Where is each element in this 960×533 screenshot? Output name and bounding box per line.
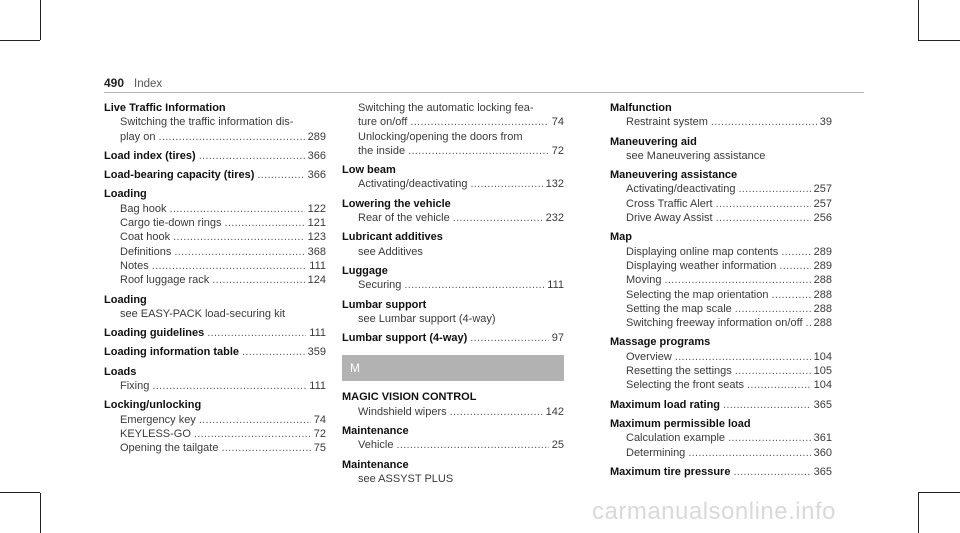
page-reference[interactable]: 97 [551,332,564,345]
page-reference[interactable]: 74 [551,116,564,129]
index-subentry [342,101,564,115]
subentry-text: Activating/deactivating [358,178,468,191]
page-header [104,76,162,90]
index-entry [342,264,564,293]
index-subentry[interactable] [104,245,326,259]
page-title: Index [134,78,163,90]
index-term: Maximum load rating [610,398,721,411]
index-entry [104,326,326,340]
leader-dots [408,144,549,158]
page-reference[interactable]: 25 [551,439,564,452]
page-reference[interactable]: 39 [819,116,832,129]
index-term: Map [610,231,632,244]
index-subentry [342,245,564,259]
page-reference[interactable]: 111 [309,327,326,340]
index-entry-heading [104,187,326,201]
page-reference[interactable]: 366 [307,169,326,182]
subentry-text: see Maneuvering assistance [626,149,766,162]
watermark: carmanualsonline.info [592,498,836,525]
page-reference[interactable]: 232 [545,212,564,225]
index-subentry[interactable] [342,177,564,191]
index-term: Maximum tire pressure [610,465,731,478]
index-entry [342,458,564,487]
index-entry [610,168,832,225]
index-subentry[interactable] [342,144,564,158]
index-subentry[interactable] [610,431,832,445]
subentry-text: Securing [358,279,402,292]
subentry-text: see EASY-PACK load-securing kit [120,307,286,320]
subentry-text: Moving [626,274,662,287]
index-subentry[interactable] [610,378,832,392]
page-reference[interactable]: 105 [813,365,832,378]
index-entry [342,163,564,192]
index-subentry [104,307,326,321]
page-reference[interactable]: 74 [313,413,326,426]
index-entry [104,365,326,394]
subentry-text: Coat hook [120,231,171,244]
leader-dots [728,431,811,445]
index-subentry[interactable] [342,438,564,452]
index-entry-heading [342,458,564,472]
index-subentry[interactable] [104,379,326,393]
subentry-text: Roof luggage rack [120,274,210,287]
index-entry [610,135,832,164]
crop-mark-tl-h [0,40,40,41]
leader-dots [174,245,304,259]
leader-dots [806,316,811,330]
page-reference[interactable]: 111 [309,259,326,272]
leader-dots [404,278,544,292]
index-subentry[interactable] [610,288,832,302]
page-reference[interactable]: 72 [313,427,326,440]
index-term: Loading guidelines [104,327,205,340]
page-reference[interactable]: 104 [813,379,832,392]
leader-dots [173,230,304,244]
index-term: Loads [104,365,137,378]
index-entry-heading [342,264,564,278]
index-entry-heading[interactable] [104,345,326,359]
subentry-text: see Additives [358,245,423,258]
index-entry [342,424,564,453]
crop-mark-br-h [918,492,960,493]
index-term: Maintenance [342,425,409,438]
subentry-text: the inside [358,144,406,157]
index-subentry[interactable] [342,115,564,129]
index-subentry[interactable] [610,259,832,273]
index-entry-heading[interactable] [610,465,832,479]
index-term: Maintenance [342,458,409,471]
index-entry [104,101,326,144]
subentry-text: Definitions [120,245,172,258]
leader-dots [771,288,810,302]
index-entry [610,230,832,330]
leader-dots [735,302,811,316]
index-term: Locking/unlocking [104,399,202,412]
index-term: Low beam [342,164,396,177]
index-term: Luggage [342,264,388,277]
subentry-text: play on [120,130,156,143]
subentry-text: Resetting the settings [626,365,732,378]
index-entry [342,390,564,419]
subentry-text: Restraint system [626,116,708,129]
leader-dots [396,438,548,452]
subentry-text: Rear of the vehicle [358,212,450,225]
page-reference[interactable]: 289 [813,259,832,272]
index-subentry[interactable] [610,302,832,316]
index-subentry[interactable] [104,130,326,144]
page-reference[interactable]: 72 [551,144,564,157]
subentry-text: Emergency key [120,413,196,426]
leader-dots [675,350,811,364]
leader-dots [688,446,810,460]
index-subentry[interactable] [104,216,326,230]
subentry-text: Overview [626,350,672,363]
index-subentry [610,149,832,163]
crop-mark-bl-h [0,492,40,493]
leader-dots [716,211,811,225]
index-subentry[interactable] [610,115,832,129]
page-reference[interactable]: 121 [307,217,326,230]
subentry-text: Vehicle [358,439,394,452]
index-entry-heading [342,197,564,211]
leader-dots [242,345,305,359]
leader-dots [738,182,810,196]
page-reference[interactable]: 123 [307,231,326,244]
index-subentry[interactable] [104,441,326,455]
crop-mark-bl-v [40,493,41,533]
index-term: Live Traffic Information [104,102,226,114]
index-entry [104,187,326,287]
index-subentry[interactable] [610,273,832,287]
index-column-1 [104,101,326,461]
index-subentry[interactable] [342,278,564,292]
subentry-text: Drive Away Assist [626,212,713,225]
leader-dots [779,259,810,273]
subentry-text: Switching the automatic locking fea- [358,102,534,114]
subentry-text: Selecting the front seats [626,379,745,392]
section-letter: M [342,355,564,381]
index-entry-heading [610,335,832,349]
subentry-text: Notes [120,259,149,272]
leader-dots [194,427,311,441]
page-reference[interactable]: 257 [813,197,832,210]
index-subentry[interactable] [610,211,832,225]
index-term: Load index (tires) [104,149,196,162]
leader-dots [257,168,304,182]
index-subentry[interactable] [610,350,832,364]
subentry-text: Setting the map scale [626,302,732,315]
index-subentry[interactable] [610,316,832,330]
index-term: Loading [104,293,147,306]
page-reference[interactable]: 122 [307,202,326,215]
leader-dots [199,149,305,163]
index-subentry[interactable] [104,259,326,273]
leader-dots [410,115,548,129]
leader-dots [733,465,810,479]
leader-dots [470,177,542,191]
index-entry-heading [104,101,326,115]
leader-dots [450,405,543,419]
page-reference[interactable]: 365 [813,465,832,478]
index-entry-heading [342,390,564,404]
page-reference[interactable]: 359 [307,346,326,359]
index-subentry[interactable] [104,202,326,216]
crop-mark-tl-v [40,0,41,40]
index-entry-heading [104,398,326,412]
leader-dots [453,211,543,225]
index-term: Maneuvering assistance [610,169,738,182]
subentry-text: Bag hook [120,202,167,215]
subentry-text: Cross Traffic Alert [626,197,713,210]
leader-dots [781,245,810,259]
leader-dots [664,273,810,287]
page-reference[interactable]: 289 [813,245,832,258]
subentry-text: Displaying weather information [626,259,777,272]
page-reference[interactable]: 124 [307,274,326,287]
leader-dots [735,364,811,378]
crop-mark-br-v [918,493,919,533]
index-entry-heading [342,424,564,438]
leader-dots [158,130,304,144]
index-subentry [342,472,564,486]
index-subentry [104,115,326,129]
index-subentry[interactable] [610,446,832,460]
page-reference[interactable]: 368 [307,245,326,258]
page-reference[interactable]: 366 [307,149,326,162]
subentry-text: Calculation example [626,432,726,445]
subentry-text: KEYLESS-GO [120,427,191,440]
page-reference[interactable]: 288 [813,317,832,330]
index-entry [342,197,564,226]
index-subentry[interactable] [610,245,832,259]
index-subentry[interactable] [104,273,326,287]
subentry-text: Cargo tie-down rings [120,217,222,230]
index-entry [104,168,326,182]
index-term: Lowering the vehicle [342,197,451,210]
subentry-text: Selecting the map orientation [626,288,769,301]
leader-dots [470,331,548,345]
subentry-text: Switching the traffic information dis- [120,116,294,129]
index-entry-heading [104,293,326,307]
index-entry [104,398,326,455]
subentry-text: Opening the tailgate [120,442,219,455]
subentry-text: Unlocking/opening the doors from [358,130,523,143]
leader-dots [711,115,817,129]
index-entry [104,149,326,163]
index-entry-heading [342,230,564,244]
index-entry [342,298,564,327]
index-entry [610,417,832,460]
page-reference[interactable]: 142 [545,405,564,418]
index-entry [104,345,326,359]
index-entry-heading[interactable] [104,168,326,182]
index-subentry [342,130,564,144]
page-reference[interactable]: 288 [813,288,832,301]
index-term: Malfunction [610,102,672,114]
index-entry-heading [610,417,832,431]
index-entry-heading [610,101,832,115]
index-entry [610,101,832,130]
index-term: Maximum permissible load [610,417,751,430]
index-entry [610,398,832,412]
index-term: Loading [104,188,147,201]
index-subentry[interactable] [104,413,326,427]
leader-dots [152,379,306,393]
index-term: Load-bearing capacity (tires) [104,169,255,182]
header-rule [104,92,864,93]
leader-dots [716,197,811,211]
subentry-text: Switching freeway information on/off [626,317,803,330]
index-entry [342,230,564,259]
leader-dots [199,413,311,427]
index-term: Lumbar support (4-way) [342,332,468,345]
page-reference[interactable]: 104 [813,350,832,363]
subentry-text: Windshield wipers [358,405,447,418]
subentry-text: Activating/deactivating [626,183,736,196]
page-reference[interactable]: 288 [813,274,832,287]
page-number: 490 [104,76,125,90]
leader-dots [152,259,307,273]
crop-mark-tr-h [918,40,960,41]
page-reference[interactable]: 288 [813,302,832,315]
index-subentry[interactable] [610,364,832,378]
page-reference[interactable]: 361 [813,432,832,445]
index-term: Loading information table [104,346,240,359]
index-entry [104,293,326,322]
index-entry-heading [342,298,564,312]
index-subentry[interactable] [610,182,832,196]
index-subentry[interactable] [104,427,326,441]
index-entry [342,331,564,345]
leader-dots [225,216,305,230]
index-entry-heading [342,163,564,177]
index-term: Lumbar support [342,298,427,311]
index-term: Maneuvering aid [610,135,697,148]
subentry-text: see Lumbar support (4-way) [358,312,496,325]
page-reference[interactable]: 111 [309,380,326,393]
subentry-text: see ASSYST PLUS [358,472,454,485]
index-column-2 [342,101,564,491]
index-entry-heading [610,230,832,244]
index-subentry[interactable] [104,230,326,244]
page-reference[interactable]: 257 [813,183,832,196]
index-column-3 [610,101,832,484]
subentry-text: Determining [626,446,686,459]
leader-dots [212,273,304,287]
page-reference[interactable]: 132 [545,178,564,191]
index-entry-heading[interactable] [104,326,326,340]
leader-dots [169,202,304,216]
page-reference[interactable]: 75 [313,442,326,455]
leader-dots [207,326,306,340]
index-entry-heading[interactable] [610,398,832,412]
index-term: Massage programs [610,336,711,349]
index-subentry[interactable] [342,211,564,225]
index-entry [610,465,832,479]
subentry-text: Fixing [120,380,150,393]
page-reference[interactable]: 360 [813,446,832,459]
page-reference[interactable]: 365 [813,398,832,411]
index-term: MAGIC VISION CONTROL [342,391,477,404]
crop-mark-tr-v [918,0,919,40]
index-entry-heading[interactable] [342,331,564,345]
subentry-text: ture on/off [358,116,408,129]
page-reference[interactable]: 111 [547,279,564,292]
leader-dots [221,441,310,455]
index-entry-heading [104,365,326,379]
index-entry [342,101,564,158]
index-subentry[interactable] [610,197,832,211]
page-reference[interactable]: 256 [813,212,832,225]
index-entry-heading [610,135,832,149]
leader-dots [723,398,811,412]
subentry-text: Displaying online map contents [626,245,779,258]
index-subentry [342,312,564,326]
leader-dots [747,378,811,392]
index-subentry[interactable] [342,405,564,419]
index-entry-heading[interactable] [104,149,326,163]
index-term: Lubricant additives [342,231,443,244]
page-reference[interactable]: 289 [307,130,326,143]
index-entry-heading [610,168,832,182]
index-entry [610,335,832,392]
